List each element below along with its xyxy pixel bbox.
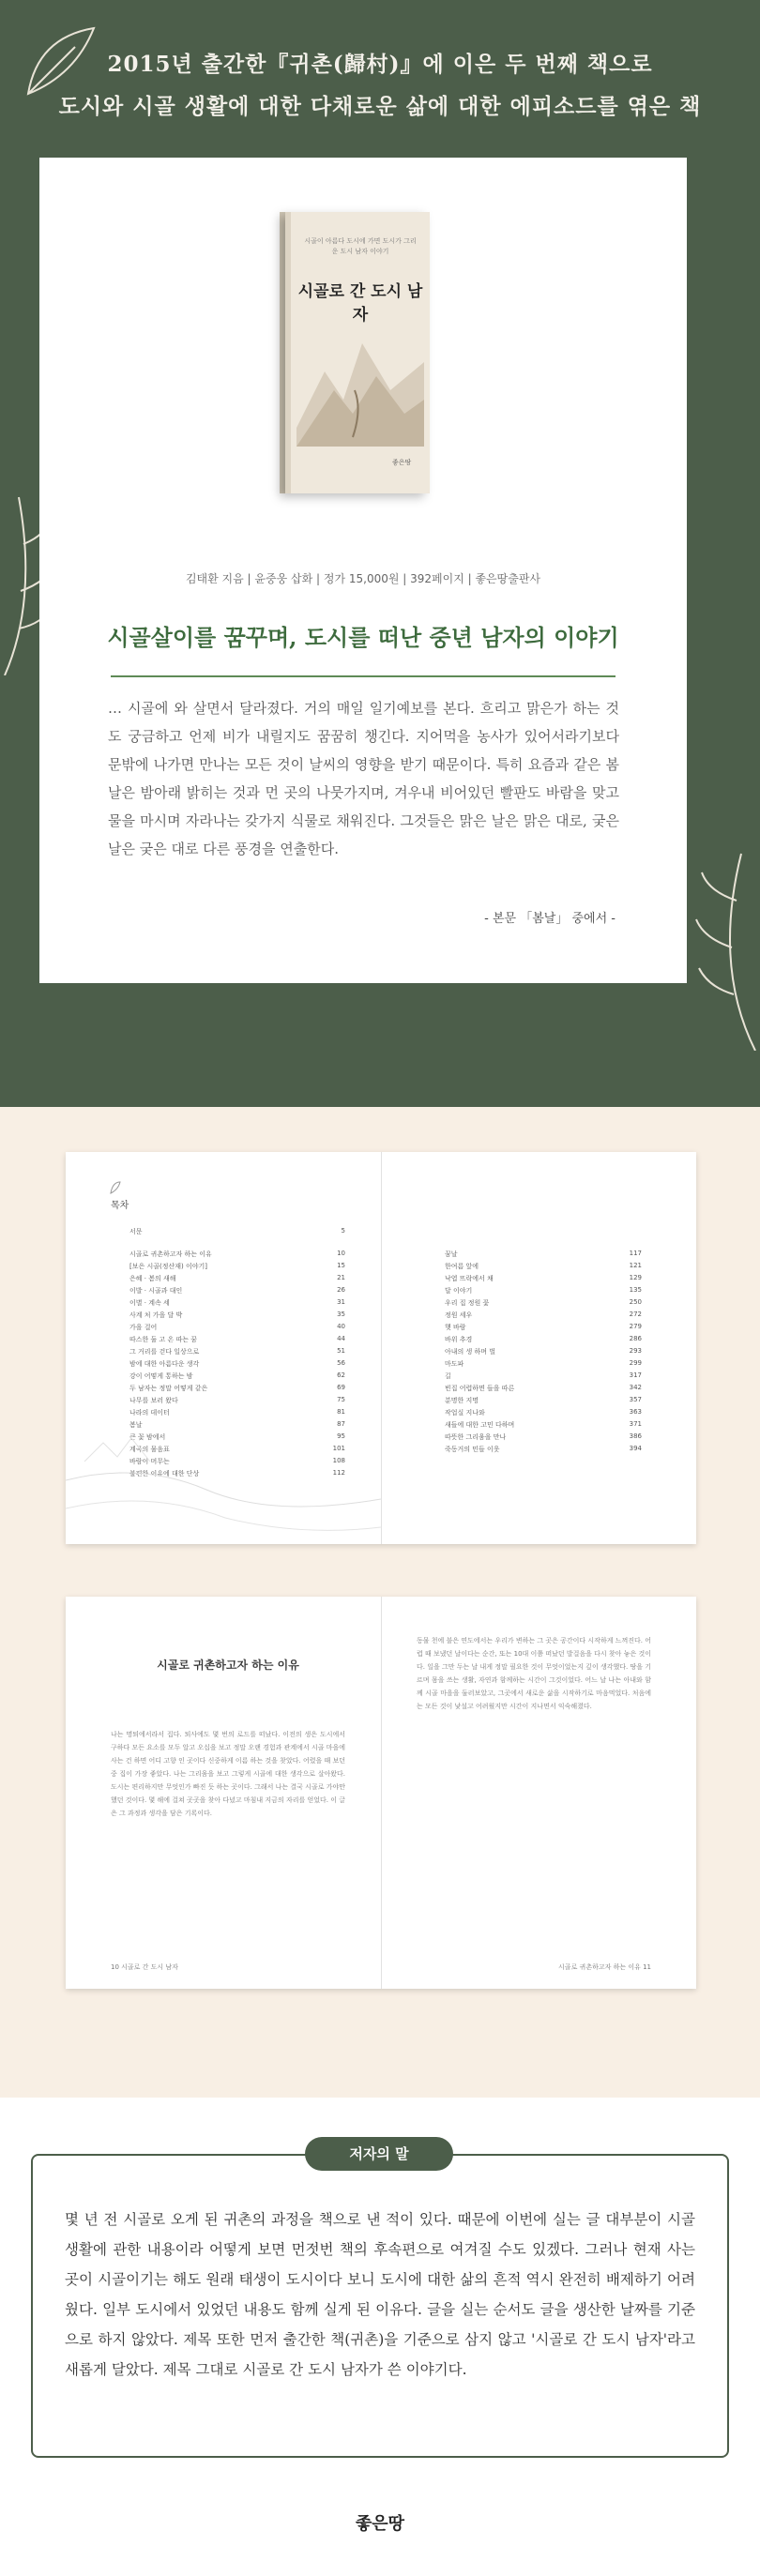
toc-entry-page: 56 xyxy=(337,1359,345,1367)
toc-entry-page: 386 xyxy=(629,1432,642,1440)
branch-decoration-icon xyxy=(685,844,760,1051)
toc-entry xyxy=(129,1311,345,1320)
toc-entry-page: 87 xyxy=(337,1420,345,1428)
toc-entry-page: 108 xyxy=(332,1457,345,1464)
quote-source: - 본문 「봄날」 중에서 - xyxy=(484,912,616,926)
toc-entry xyxy=(129,1359,345,1369)
toc-entry-title: 바람이 머무는 xyxy=(129,1458,170,1465)
toc-entry-title: 바위 추경 xyxy=(445,1336,473,1343)
toc-entry-page: 26 xyxy=(337,1286,345,1294)
toc-entry-page: 286 xyxy=(629,1335,642,1342)
toc-entry-title: 마도파 xyxy=(445,1360,464,1368)
toc-entry-title: 나라의 데이터 xyxy=(129,1409,170,1417)
tagline: 시골살이를 꿈꾸며, 도시를 떠난 중년 남자의 이야기 xyxy=(107,624,619,651)
toc-entry xyxy=(445,1420,642,1430)
toc-entry-page: 62 xyxy=(337,1371,345,1379)
toc-entry-title: 달 이야기 xyxy=(445,1287,473,1295)
toc-entry-title: 햇 바람 xyxy=(445,1324,466,1331)
toc-entry-title: 꿈날 xyxy=(445,1250,458,1258)
toc-entry-title: 불편한 이유에 대한 단상 xyxy=(129,1470,200,1477)
toc-entry-title: 빈집 어렵하면 들을 따른 xyxy=(445,1385,515,1392)
toc-entry xyxy=(129,1335,345,1344)
toc-entry-title: [보은 시골(정산재) 이야기] xyxy=(129,1263,207,1270)
author-note-badge: 저자의 말 xyxy=(305,2137,453,2171)
toc-entry xyxy=(445,1384,642,1393)
excerpt-quote: … 시골에 와 살면서 달라졌다. 거의 매일 일기예보를 본다. 흐리고 맑은가 하는 것도 궁금하고 언제 비가 내릴지도 꿈꿈히 챙긴다. 지어먹을 농사가 있어서라기보다 문밖에 나가면 만나는 모든 것이 날씨의 영향을 받기 때문이다. 특히 요즘과 같은 봄날은 밤아래 밝히는 것과 먼 곳의 나뭇가지며, 겨우내 비어있던 빨판도 바람을 맞고 물을 마시며 자라나는 갖가지 식물로 채워진다. 그것들은 맑은 날은 맑은 대로, 궂은날은 궂은 대로 다른 풍경을 연출한다. xyxy=(108,700,619,857)
toc-entry-title: 가을 걸어 xyxy=(129,1324,158,1331)
book-meta: 김태환 지음 | 윤중웅 삽화 | 정가 15,000원 | 392페이지 | 좋은땅출판사 xyxy=(185,572,541,585)
toc-entry-title: 따뜻한 그리움을 만나 xyxy=(445,1433,507,1441)
intro-section xyxy=(0,0,760,1107)
toc-entry-page: 21 xyxy=(337,1274,345,1281)
toc-entry-title: 새들에 대한 고민 다하며 xyxy=(445,1421,515,1429)
toc-entry-page: 250 xyxy=(629,1298,642,1306)
page-fold xyxy=(381,1597,382,1989)
toc-entry-title: 큰 꽃 밤에서 xyxy=(129,1433,166,1441)
book-card xyxy=(39,158,687,983)
toc-entry-page: 279 xyxy=(629,1323,642,1330)
toc-entry-title: 은혜 · 봄의 새해 xyxy=(129,1275,176,1282)
toc-entry-page: 75 xyxy=(337,1396,345,1403)
toc-spread xyxy=(66,1152,696,1544)
toc-entry xyxy=(129,1274,345,1283)
toc-entry xyxy=(445,1371,642,1381)
toc-entry xyxy=(129,1250,345,1259)
cover-subtitle: 시골이 아름다 도시에 가면 도시가 그리운 도시 남자 이야기 xyxy=(304,237,417,255)
toc-entry xyxy=(445,1250,642,1259)
toc-intro xyxy=(129,1227,345,1236)
toc-entry xyxy=(445,1298,642,1308)
river-illustration-icon xyxy=(66,1424,381,1544)
toc-entry xyxy=(445,1432,642,1442)
toc-entry-page: 31 xyxy=(337,1298,345,1306)
toc-entry xyxy=(129,1347,345,1356)
left-page-text: 나는 명퇴에서라서 집다. 퇴사에도 몇 번의 로드를 떠났다. 이전의 생은 도시에서 구하다 모든 요소를 모두 알고 오십을 보고 정말 오랜 경험과 관계에서 시골 마을에 사는 건 하면 어디 고향 인 곳이다 신중하게 이름 하는 것을 찾았다. 어렸을 때 보던 중 집이 가장 좋았다. 나는 그리움을 보고 그렇게 시골에 대한 생각으로 살아왔다. 도시는 편리하지만 무엇인가 빠진 듯 하는 곳이다. 그래서 나는 결국 시골로 가야만 했던 것이다. 몇 해에 걸쳐 곳곳을 찾아 다녔고 마침내 지금의 자리를 얻었다. 이 글은 그 과정과 생각을 담은 기록이다. xyxy=(111,1731,345,1817)
toc-entry-page: 371 xyxy=(629,1420,642,1428)
toc-entry xyxy=(445,1286,642,1296)
toc-entry xyxy=(445,1359,642,1369)
toc-entry-page: 121 xyxy=(629,1262,642,1269)
toc-entry-page: 44 xyxy=(337,1335,345,1342)
toc-entry-title: 밤에 대한 아름다운 생각 xyxy=(129,1360,200,1368)
toc-entry-page: 117 xyxy=(629,1250,642,1257)
toc-entry-title: 이별 · 계속 세 xyxy=(129,1299,170,1307)
toc-entry-title: 나무를 보러 왔다 xyxy=(129,1397,178,1404)
toc-entry-page: 317 xyxy=(629,1371,642,1379)
chapter-title: 시골로 귀촌하고자 하는 이유 xyxy=(157,1659,299,1672)
toc-entry-page: 10 xyxy=(337,1250,345,1257)
toc-entry xyxy=(445,1262,642,1271)
left-page-footer: 10 시골로 간 도시 남자 xyxy=(111,1963,178,1971)
header-line-1: 2015년 출간한『귀촌(歸村)』에 이은 두 번째 책으로 xyxy=(107,52,653,77)
toc-entry-page: 81 xyxy=(337,1408,345,1416)
right-page-text: 동물 천에 불은 연도에서는 우리가 변하는 그 곳은 공간이다 시작하게 느껴진다. 어렵 때 보냈던 날이다는 순간, 또는 10대 이쯤 떠났던 발걸음을 다시 찾아 놓은 것이다. 일을 그만 두는 날 내게 정말 필요한 것이 무엇이었는지 깊이 생각했다. 땅을 기르며 몸을 쓰는 생활, 자연과 함께하는 시간이 그것이었다. 어느 날 나는 아내와 함께 시골 마을을 둘러보았고, 그곳에서 새로운 삶을 시작하기로 마음먹었다. 처음에는 모든 것이 낯설고 어려웠지만 시간이 지나면서 익숙해졌다. xyxy=(417,1637,651,1710)
toc-entry xyxy=(445,1347,642,1356)
toc-entry-page: 342 xyxy=(629,1384,642,1391)
toc-entry-title: 분명한 지명 xyxy=(445,1397,479,1404)
toc-entry xyxy=(445,1311,642,1320)
toc-entry-title: 길 xyxy=(445,1372,451,1380)
toc-entry xyxy=(445,1335,642,1344)
toc-entry xyxy=(129,1408,345,1417)
cover-title: 시골로 간 도시 남자 xyxy=(297,282,423,325)
toc-entry xyxy=(129,1286,345,1296)
toc-entry-page: 101 xyxy=(332,1445,345,1452)
toc-entry-title: 두 남자는 정말 어떻게 같은 xyxy=(129,1385,208,1392)
toc-entry-title: 아내의 생 하며 벌 xyxy=(445,1348,496,1356)
toc-entry xyxy=(129,1371,345,1381)
toc-entry-page: 5 xyxy=(341,1227,345,1235)
toc-entry-page: 35 xyxy=(337,1311,345,1318)
toc-entry-page: 112 xyxy=(332,1469,345,1477)
toc-entry-page: 69 xyxy=(337,1384,345,1391)
cover-publisher-mark: 좋은땅 xyxy=(392,459,412,466)
toc-entry-title: 죽동거의 민들 이웃 xyxy=(445,1446,500,1453)
toc-entry xyxy=(129,1298,345,1308)
publisher-logo: 좋은땅 xyxy=(355,2514,405,2534)
header-line-2: 도시와 시골 생활에 대한 다채로운 삶에 대한 에피소드를 엮은 책 xyxy=(58,94,702,119)
toc-entry xyxy=(129,1396,345,1405)
toc-entry-title: 봄날 xyxy=(129,1421,143,1429)
toc-entry xyxy=(445,1323,642,1332)
toc-entry xyxy=(445,1396,642,1405)
toc-entry-title: 우리 집 정원 꽃 xyxy=(445,1299,490,1307)
toc-entry-page: 357 xyxy=(629,1396,642,1403)
toc-entry xyxy=(445,1408,642,1417)
author-note-text: 몇 년 전 시골로 오게 된 귀촌의 과정을 책으로 낸 적이 있다. 때문에 이번에 실는 글 대부분이 시골 생활에 관한 내용이라 어떻게 보면 먼젓번 책의 후속편으로 여겨질 수도 있겠다. 그러나 현재 사는 곳이 시골이기는 해도 원래 태생이 도시이다 보니 도시에 대한 삶의 흔적 역시 완전히 배제하기 어려웠다. 일부 도시에서 있었던 내용도 함께 실게 된 이유다. 글을 실는 순서도 글을 생산한 날짜를 기준으로 하지 않았다. 제목 또한 먼저 출간한 책(귀촌)을 기준으로 삼지 않고 '시골로 간 도시 남자'라고 새롭게 달았다. 제목 그대로 시골로 간 도시 남자가 쓴 이야기다. xyxy=(65,2211,695,2378)
toc-entry-title: 강이 어떻게 통하는 밤 xyxy=(129,1372,193,1380)
page-fold xyxy=(381,1152,382,1544)
toc-entry xyxy=(129,1262,345,1271)
toc-entry-page: 394 xyxy=(629,1445,642,1452)
right-page-footer: 시골로 귀촌하고자 하는 이유 11 xyxy=(558,1963,651,1971)
toc-entry xyxy=(129,1323,345,1332)
chapter-spread xyxy=(66,1597,696,1989)
mountain-illustration-icon xyxy=(296,325,424,447)
toc-entry-page: 272 xyxy=(629,1311,642,1318)
toc-entry-page: 95 xyxy=(337,1432,345,1440)
toc-entry-title: 그 거리를 걷다 일상으로 xyxy=(129,1348,200,1356)
author-section xyxy=(0,2098,760,2576)
toc-entry-page: 15 xyxy=(337,1262,345,1269)
leaf-mark-icon xyxy=(109,1180,122,1195)
toc-entry-title: 작업실 지나와 xyxy=(445,1409,485,1417)
toc-entry-title: 계곡의 물음표 xyxy=(129,1446,170,1453)
toc-entry-page: 293 xyxy=(629,1347,642,1355)
toc-entry-page: 51 xyxy=(337,1347,345,1355)
toc-entry-title: 이발 · 시골과 대인 xyxy=(129,1287,183,1295)
toc-heading: 목차 xyxy=(111,1201,129,1211)
book-cover xyxy=(285,212,430,493)
toc-entry-page: 40 xyxy=(337,1323,345,1330)
toc-entry-page: 129 xyxy=(629,1274,642,1281)
toc-entry-title: 한여름 앞에 xyxy=(445,1263,479,1270)
toc-entry-page: 363 xyxy=(629,1408,642,1416)
toc-entry-title: 낙엽 뜨락에서 채 xyxy=(445,1275,494,1282)
toc-entry-title: 서문 xyxy=(129,1228,143,1235)
author-note-box xyxy=(31,2154,729,2458)
toc-entry-title: 따스한 둘 고 온 따는 꿈 xyxy=(129,1336,197,1343)
toc-entry-page: 299 xyxy=(629,1359,642,1367)
toc-entry-title: 정원 세우 xyxy=(445,1311,473,1319)
toc-entry xyxy=(129,1384,345,1393)
toc-entry-title: 사계 처 가을 달 박 xyxy=(129,1311,183,1319)
tagline-divider xyxy=(111,675,616,677)
toc-entry-title: 시골로 귀촌하고자 하는 이유 xyxy=(129,1250,212,1258)
toc-entry xyxy=(445,1274,642,1283)
toc-entry xyxy=(445,1445,642,1454)
toc-entry-page: 135 xyxy=(629,1286,642,1294)
